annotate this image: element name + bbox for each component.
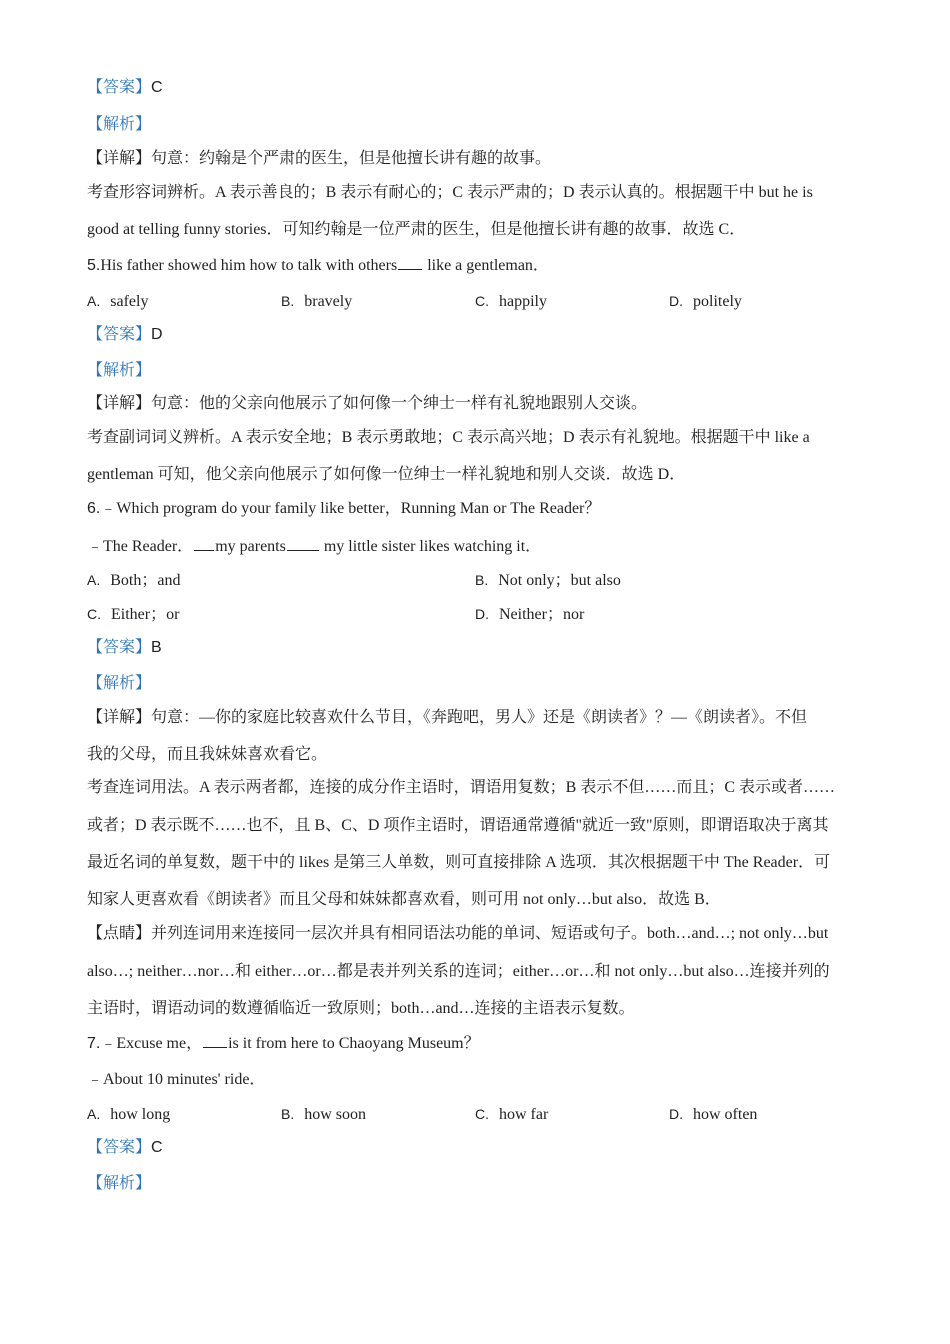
option-b <box>475 570 621 591</box>
explanation-line: 考查连词用法。A 表示两者都，连接的成分作主语时，谓语用复数；B 表示不但……而且；C 表示或者…… <box>87 779 836 796</box>
option-label: A. <box>87 293 101 309</box>
answer-letter: C <box>151 1139 163 1156</box>
answer-tag: 【答案】 <box>87 1139 152 1156</box>
option-text: how often <box>693 1106 758 1123</box>
tip-line: also…; neither…nor…和 either…or…都是表并列关系的连词；either…or…和 not only…but also…连接并列的 <box>87 963 830 980</box>
answer-letter: D <box>151 326 163 343</box>
option-label: C. <box>475 293 489 309</box>
stem-text: like a gentleman． <box>423 257 549 274</box>
question-stem <box>87 255 549 276</box>
answer-tag: 【答案】 <box>87 639 152 656</box>
analysis-label: 【解析】 <box>87 1175 152 1192</box>
answer-line <box>87 325 163 345</box>
question-number: 5. <box>87 257 101 274</box>
question-stem: ﹣About 10 minutes' ride． <box>87 1071 266 1088</box>
tip-text: 并列连词用来连接同一层次并具有相同语法功能的单词、短语或句子。both…and…; not only…but <box>151 925 829 942</box>
option-text: happily <box>499 293 547 310</box>
option-a <box>87 1104 170 1125</box>
explanation-line: 最近名词的单复数，题干中的 likes 是第三人单数，则可直接排除 A 选项．其次根据题干中 The Reader．可 <box>87 854 831 871</box>
option-d <box>475 604 584 625</box>
question-number: 7. <box>87 1035 101 1052</box>
option-text: safely <box>110 293 149 310</box>
stem-text: my parents <box>215 538 286 555</box>
option-label: B. <box>475 572 489 588</box>
option-text: Not only；but also <box>498 572 621 589</box>
tip-tag: 【点睛】 <box>87 925 152 942</box>
answer-line <box>87 638 162 658</box>
option-c <box>87 604 179 625</box>
option-label: A. <box>87 572 101 588</box>
option-text: how far <box>499 1106 549 1123</box>
stem-text: ﹣The Reader． <box>87 538 194 555</box>
detail-text: 句意：他的父亲向他展示了如何像一个绅士一样有礼貌地跟别人交谈。 <box>151 395 648 412</box>
explanation-line: gentleman 可知，他父亲向他展示了如何像一位绅士一样礼貌地和别人交谈．故选 D． <box>87 466 686 483</box>
question-stem <box>87 1033 480 1054</box>
option-text: Either；or <box>111 606 180 623</box>
option-b <box>281 1104 366 1125</box>
option-d <box>669 291 742 312</box>
option-label: A. <box>87 1106 101 1122</box>
answer-letter: B <box>151 639 162 656</box>
option-text: how soon <box>304 1106 367 1123</box>
option-text: Neither；nor <box>499 606 585 623</box>
option-text: politely <box>693 293 742 310</box>
question-stem <box>87 536 541 557</box>
option-label: D. <box>475 606 489 622</box>
detail-line <box>87 394 647 414</box>
explanation-line: 或者；D 表示既不……也不，且 B、C、D 项作主语时，谓语通常遵循"就近一致"原则，即谓语取决于离其 <box>87 817 829 834</box>
analysis-tag <box>87 115 151 135</box>
option-label: B. <box>281 1106 295 1122</box>
stem-text: is it from here to Chaoyang Museum？ <box>228 1035 480 1052</box>
option-a <box>87 291 148 312</box>
question-stem <box>87 499 600 519</box>
option-d <box>669 1104 757 1125</box>
stem-text: ﹣Excuse me， <box>100 1035 203 1052</box>
stem-text: ﹣Which program do your family like better，Running Man or The Reader？ <box>100 500 601 517</box>
stem-text: my little sister likes watching it． <box>319 538 542 555</box>
detail-line <box>87 708 807 728</box>
option-text: how long <box>110 1106 171 1123</box>
option-text: bravely <box>304 293 353 310</box>
explanation-line: good at telling funny stories．可知约翰是一位严肃的医生，但是他擅长讲有趣的故事．故选 C． <box>87 221 746 238</box>
explanation-line: 我的父母，而且我妹妹喜欢看它。 <box>87 746 328 763</box>
option-label: B. <box>281 293 295 309</box>
answer-blank <box>203 1033 227 1048</box>
detail-text: 句意：—你的家庭比较喜欢什么节目，《奔跑吧，男人》还是《朗读者》？—《朗读者》。不但 <box>151 709 808 726</box>
option-c <box>475 291 547 312</box>
answer-tag: 【答案】 <box>87 79 152 96</box>
option-c <box>475 1104 548 1125</box>
question-number: 6. <box>87 500 101 517</box>
explanation-line: 考查副词词义辨析。A 表示安全地；B 表示勇敢地；C 表示高兴地；D 表示有礼貌地。根据题干中 like a <box>87 429 810 446</box>
detail-text: 句意：约翰是个严肃的医生，但是他擅长讲有趣的故事。 <box>151 150 552 167</box>
detail-tag: 【详解】 <box>87 395 152 412</box>
detail-tag: 【详解】 <box>87 709 152 726</box>
analysis-label: 【解析】 <box>87 362 152 379</box>
tip-line <box>87 924 828 944</box>
explanation-line: 考查形容词辨析。A 表示善良的；B 表示有耐心的；C 表示严肃的；D 表示认真的。根据题干中 but he is <box>87 184 813 201</box>
option-label: C. <box>475 1106 489 1122</box>
answer-line <box>87 78 163 98</box>
answer-blank <box>398 255 422 270</box>
stem-text: His father showed him how to talk with others <box>100 257 398 274</box>
analysis-tag <box>87 1174 151 1194</box>
explanation-line: 知家人更喜欢看《朗读者》而且父母和妹妹都喜欢看，则可用 not only…but also．故选 B． <box>87 891 721 908</box>
option-a <box>87 570 180 591</box>
answer-line <box>87 1138 163 1158</box>
analysis-label: 【解析】 <box>87 675 152 692</box>
option-label: D. <box>669 1106 683 1122</box>
analysis-tag <box>87 674 151 694</box>
answer-tag: 【答案】 <box>87 326 152 343</box>
answer-blank <box>287 536 319 551</box>
analysis-tag <box>87 361 151 381</box>
option-label: C. <box>87 606 101 622</box>
option-b <box>281 291 352 312</box>
option-text: Both；and <box>110 572 181 589</box>
tip-line: 主语时，谓语动词的数遵循临近一致原则；both…and…连接的主语表示复数。 <box>87 1000 635 1017</box>
option-label: D. <box>669 293 683 309</box>
analysis-label: 【解析】 <box>87 116 152 133</box>
detail-line <box>87 149 551 169</box>
answer-blank <box>194 536 214 551</box>
detail-tag: 【详解】 <box>87 150 152 167</box>
answer-letter: C <box>151 79 163 96</box>
